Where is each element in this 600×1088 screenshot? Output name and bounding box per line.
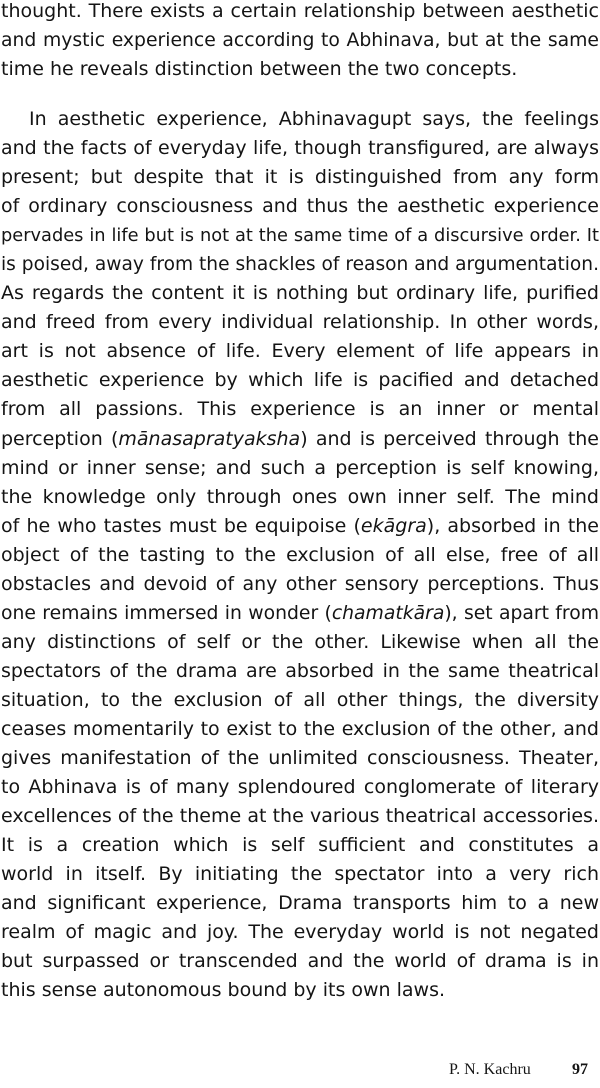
running-footer-author: P. N. Kachru bbox=[449, 1061, 531, 1078]
text-line: In aesthetic experience, Abhinavagupt says, the feelings bbox=[29, 108, 599, 130]
text-line: aesthetic experience by which life is pacified and detached bbox=[1, 369, 599, 392]
text-line: from all passions. This experience is an inner or mental bbox=[1, 398, 599, 421]
text-line: one remains immersed in wonder (chamatkāra), set apart from bbox=[1, 602, 599, 624]
text-line: ceases momentarily to exist to the exclusion of the other, and bbox=[1, 717, 599, 740]
text-line: the knowledge only through ones own inner self. The mind bbox=[1, 485, 599, 508]
page-footer bbox=[0, 1061, 600, 1085]
text-line: object of the tasting to the exclusion of all else, free of all bbox=[1, 543, 599, 566]
text-line: and the facts of everyday life, though transfigured, are always bbox=[1, 137, 599, 160]
text-line: art is not absence of life. Every element of life appears in bbox=[1, 340, 599, 363]
text-line: gives manifestation of the unlimited consciousness. Theater, bbox=[1, 747, 599, 770]
page-number: 97 bbox=[572, 1061, 588, 1078]
text-line: is poised, away from the shackles of reason and argumentation. bbox=[1, 254, 599, 276]
text-line: mind or inner sense; and such a perception is self knowing, bbox=[1, 456, 599, 479]
text-line: of ordinary consciousness and thus the aesthetic experience bbox=[1, 195, 599, 218]
text-line: time he reveals distinction between the two concepts. bbox=[1, 58, 518, 81]
text-line: excellences of the theme at the various theatrical accessories. bbox=[1, 805, 599, 828]
text-line: and mystic experience according to Abhinava, but at the same bbox=[1, 30, 599, 52]
text-line: It is a creation which is self sufficient and constitutes a bbox=[1, 834, 599, 857]
text-line: this sense autonomous bound by its own laws. bbox=[1, 979, 446, 1002]
italic-term: chamatkāra bbox=[331, 602, 445, 624]
text-line: pervades in life but is not at the same time of a discursive order. It bbox=[1, 225, 599, 247]
paragraph-aesthetic-experience bbox=[1, 105, 599, 1005]
text-line: but surpassed or transcended and the world of drama is in bbox=[1, 950, 599, 973]
text-line: to Abhinava is of many splendoured conglomerate of literary bbox=[1, 776, 599, 799]
text-line: As regards the content it is nothing but ordinary life, purified bbox=[1, 282, 599, 305]
text-line: realm of magic and joy. The everyday world is not negated bbox=[1, 921, 599, 944]
text-line: spectators of the drama are absorbed in the same theatrical bbox=[1, 659, 599, 682]
text-line: world in itself. By initiating the spectator into a very rich bbox=[1, 863, 599, 886]
italic-term: mānasapratyaksha bbox=[118, 427, 301, 450]
text-line: thought. There exists a certain relationship between aesthetic bbox=[1, 0, 599, 22]
text-line: and significant experience, Drama transports him to a new bbox=[1, 892, 599, 915]
text-line: and freed from every individual relationship. In other words, bbox=[1, 311, 599, 334]
text-line: obstacles and devoid of any other sensory perceptions. Thus bbox=[1, 572, 599, 595]
italic-term: ekāgra bbox=[360, 514, 427, 537]
text-line: of he who tastes must be equipoise (ekāgra), absorbed in the bbox=[1, 514, 599, 537]
text-line: situation, to the exclusion of all other things, the diversity bbox=[1, 688, 599, 711]
text-line: any distinctions of self or the other. Likewise when all the bbox=[1, 630, 599, 653]
paragraph-continuation bbox=[1, 0, 599, 84]
text-line: present; but despite that it is distinguished from any form bbox=[1, 166, 599, 189]
text-line: perception (mānasapratyaksha) and is perceived through the bbox=[1, 427, 599, 450]
